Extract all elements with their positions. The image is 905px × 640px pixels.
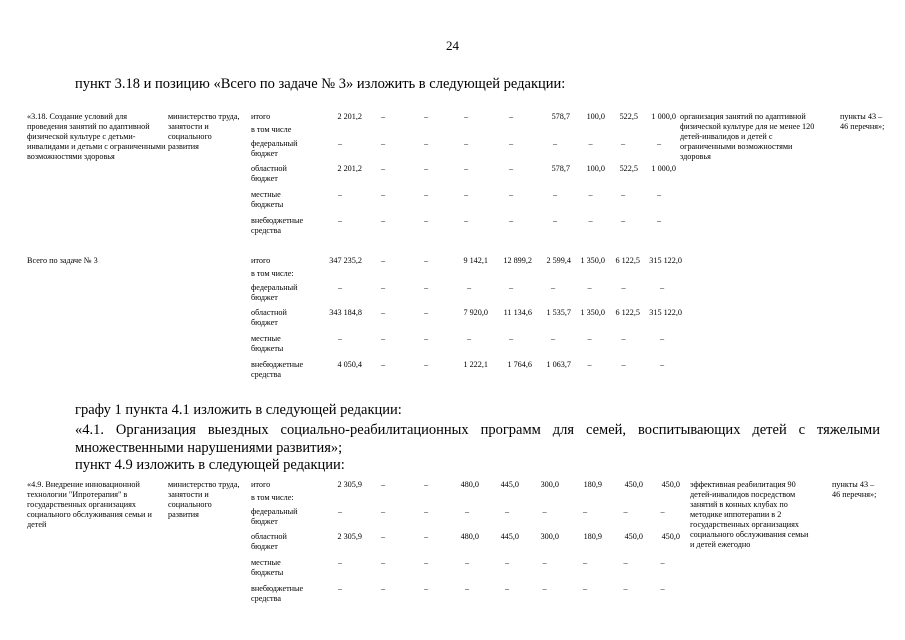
table-cell: – [423, 532, 429, 541]
table-cell: – [620, 190, 626, 199]
table-cell: – [659, 334, 665, 343]
table-cell: 343 184,8 [329, 308, 362, 317]
table-cell: – [380, 190, 386, 199]
table-cell: – [380, 558, 386, 567]
table-cell: – [423, 139, 429, 148]
table-cell: 4 050,4 [337, 360, 362, 369]
table-cell: – [504, 584, 510, 593]
table-cell: – [423, 334, 429, 343]
table-cell: 480,0 [460, 480, 479, 489]
table-cell: – [620, 139, 626, 148]
table-cell: 347 235,2 [329, 256, 362, 265]
table-cell: – [656, 139, 662, 148]
table-cell: – [660, 584, 665, 593]
table-cell: 1 000,0 [651, 164, 676, 173]
result: организация занятий по адаптивной физической культуре для не менее 120 детей-инвалидов и детей с ограниченными возможностями здоровья [680, 112, 815, 161]
table-cell: – [463, 112, 469, 121]
table-cell: 1 764,6 [507, 360, 532, 369]
table-cell: – [423, 507, 429, 516]
table-cell: 7 920,0 [463, 308, 488, 317]
table-cell: 1 222,1 [463, 360, 488, 369]
table-cell: – [552, 190, 558, 199]
table-cell: – [423, 216, 429, 225]
row-label: федеральный бюджет [251, 507, 298, 526]
table-cell: – [550, 283, 556, 292]
result: эффективная реабилитация 90 детей-инвалидов посредством занятий в конных клубах по методике иппотерапии в 2 государственных организациях социального обслуживания семьи и детей ежегодно [690, 480, 809, 549]
table-cell: – [380, 164, 386, 173]
table-cell: 578,7 [551, 112, 570, 121]
row-label: итого [251, 480, 271, 489]
row-label: местные бюджеты [251, 558, 284, 577]
row-label: областной бюджет [251, 532, 287, 551]
table-cell: – [466, 283, 472, 292]
table-cell: – [380, 532, 386, 541]
table-cell: – [463, 164, 469, 173]
executor: министерство труда, занятости и социального развития [168, 112, 240, 151]
table-cell: 1 063,7 [546, 360, 571, 369]
table-cell: – [508, 334, 514, 343]
table-cell: – [504, 507, 510, 516]
table-cell: – [552, 216, 558, 225]
text-4-1 [75, 421, 880, 457]
table-cell: 522,5 [619, 112, 638, 121]
table-cell: – [464, 584, 470, 593]
table-cell: – [550, 334, 556, 343]
table-cell: – [464, 558, 470, 567]
table-cell: 450,0 [661, 480, 680, 489]
table-cell: 180,9 [583, 480, 602, 489]
table-cell: – [504, 558, 510, 567]
table-cell: – [656, 216, 662, 225]
table-cell: – [542, 584, 547, 593]
table-cell: – [337, 584, 343, 593]
table-cell: – [659, 360, 665, 369]
table-cell: 180,9 [583, 532, 602, 541]
table-cell: – [587, 334, 592, 343]
table-cell: 522,5 [619, 164, 638, 173]
table-cell: – [423, 360, 429, 369]
points: пункты 43 – 46 перечня»; [832, 480, 877, 499]
table-cell: – [620, 216, 626, 225]
table-cell: – [337, 558, 343, 567]
table-cell: – [582, 558, 588, 567]
table-cell: – [508, 139, 514, 148]
table-cell: – [423, 190, 429, 199]
table-cell: – [380, 308, 386, 317]
table-cell: 450,0 [624, 532, 643, 541]
table-cell: – [423, 308, 429, 317]
row-label: внебюджетные средства [251, 360, 304, 379]
table-cell: – [337, 190, 343, 199]
table-cell: – [337, 139, 343, 148]
row-label: областной бюджет [251, 164, 287, 183]
table-cell: – [660, 507, 665, 516]
table-cell: – [380, 480, 386, 489]
table-cell: 1 350,0 [580, 256, 605, 265]
row-label: в том числе: [251, 493, 294, 502]
table-cell: 445,0 [500, 532, 519, 541]
table-cell: – [582, 584, 588, 593]
heading-item-3-18: пункт 3.18 и позицию «Всего по задаче № 3» изложить в следующей редакции: [75, 76, 566, 92]
table-cell: 300,0 [540, 480, 559, 489]
table-cell: – [588, 139, 593, 148]
table-cell: 2 201,2 [337, 164, 362, 173]
table-cell: 450,0 [661, 532, 680, 541]
row-label: в том числе: [251, 269, 294, 278]
table-cell: 12 899,2 [503, 256, 532, 265]
table-cell: 100,0 [586, 112, 605, 121]
table-cell: – [623, 507, 628, 516]
table-cell: 578,7 [551, 164, 570, 173]
table-cell: 1 535,7 [546, 308, 571, 317]
points: пункты 43 – 46 перечня»; [840, 112, 885, 131]
table-cell: – [587, 360, 592, 369]
table-cell: – [337, 507, 343, 516]
table-cell: – [508, 164, 514, 173]
table-cell: – [656, 190, 662, 199]
table-cell: – [423, 283, 429, 292]
table-cell: – [508, 216, 514, 225]
page-number: 24 [446, 38, 459, 53]
table-cell: – [587, 283, 592, 292]
table-cell: – [508, 190, 514, 199]
row-label: федеральный бюджет [251, 139, 298, 158]
row-label: местные бюджеты [251, 190, 284, 209]
table-cell: – [380, 360, 386, 369]
table-cell: – [423, 480, 429, 489]
table-cell: – [542, 507, 547, 516]
table-cell: – [423, 558, 429, 567]
text-4-1-body: «4.1. Организация выездных социально-реабилитационных программ для семей, воспитывающих детей с тяжелыми множественными нарушениями развития»; [75, 422, 880, 456]
row-label: итого [251, 256, 271, 265]
table-cell: – [588, 190, 593, 199]
row-label: федеральный бюджет [251, 283, 298, 302]
table-cell: – [542, 558, 547, 567]
table-cell: – [380, 256, 386, 265]
activity-name: «4.9. Внедрение инновационной технологии "Ипротерапия" в государственных организациях социального обслуживания семьи и детей [27, 480, 152, 529]
table-cell: – [463, 216, 469, 225]
table-cell: 100,0 [586, 164, 605, 173]
row-label: внебюджетные средства [251, 584, 304, 603]
table-cell: – [621, 334, 626, 343]
table-cell: – [380, 584, 386, 593]
row-label: итого [251, 112, 271, 121]
table-cell: – [660, 558, 665, 567]
row-label: в том числе [251, 125, 292, 134]
table-cell: 2 201,2 [337, 112, 362, 121]
table-cell: – [380, 283, 386, 292]
row-label: внебюджетные средства [251, 216, 304, 235]
table-cell: 2 305,9 [337, 480, 362, 489]
table-cell: 2 305,9 [337, 532, 362, 541]
executor: министерство труда, занятости и социального развития [168, 480, 240, 519]
row-label: местные бюджеты [251, 334, 284, 353]
table-cell: 450,0 [624, 480, 643, 489]
table-cell: – [380, 216, 386, 225]
table-cell: – [623, 558, 628, 567]
table-cell: – [623, 584, 628, 593]
table-cell: – [621, 360, 626, 369]
table-cell: – [423, 112, 429, 121]
table-cell: – [337, 216, 343, 225]
table-cell: 6 122,5 [615, 256, 640, 265]
table-cell: – [621, 283, 626, 292]
table-cell: – [423, 164, 429, 173]
activity-name: Всего по задаче № 3 [27, 256, 98, 265]
row-label: областной бюджет [251, 308, 287, 327]
table-cell: – [337, 334, 343, 343]
table-cell: – [380, 139, 386, 148]
activity-name: «3.18. Создание условий для проведения занятий по адаптивной физической культуре с детьми-инвалидами и детьми с ограниченными возможностями здоровья [27, 112, 166, 161]
table-cell: 2 599,4 [546, 256, 571, 265]
table-cell: – [552, 139, 558, 148]
table-cell: – [659, 283, 665, 292]
table-cell: – [423, 256, 429, 265]
table-cell: 315 122,0 [649, 308, 682, 317]
table-cell: 480,0 [460, 532, 479, 541]
table-cell: 315 122,0 [649, 256, 682, 265]
table-cell: – [508, 283, 514, 292]
table-cell: 445,0 [500, 480, 519, 489]
table-cell: – [508, 112, 514, 121]
table-cell: – [464, 507, 470, 516]
table-cell: 6 122,5 [615, 308, 640, 317]
table-cell: – [380, 334, 386, 343]
table-cell: – [463, 190, 469, 199]
heading-item-4-9: пункт 4.9 изложить в следующей редакции: [75, 457, 345, 473]
table-cell: – [466, 334, 472, 343]
table-cell: 1 000,0 [651, 112, 676, 121]
table-cell: – [337, 283, 343, 292]
table-cell: 9 142,1 [463, 256, 488, 265]
table-cell: – [588, 216, 593, 225]
table-cell: – [380, 112, 386, 121]
table-cell: 300,0 [540, 532, 559, 541]
heading-column-4-1: графу 1 пункта 4.1 изложить в следующей редакции: [75, 402, 402, 418]
table-cell: – [463, 139, 469, 148]
table-cell: 1 350,0 [580, 308, 605, 317]
table-cell: 11 134,6 [503, 308, 532, 317]
table-cell: – [582, 507, 588, 516]
table-cell: – [423, 584, 429, 593]
table-cell: – [380, 507, 386, 516]
